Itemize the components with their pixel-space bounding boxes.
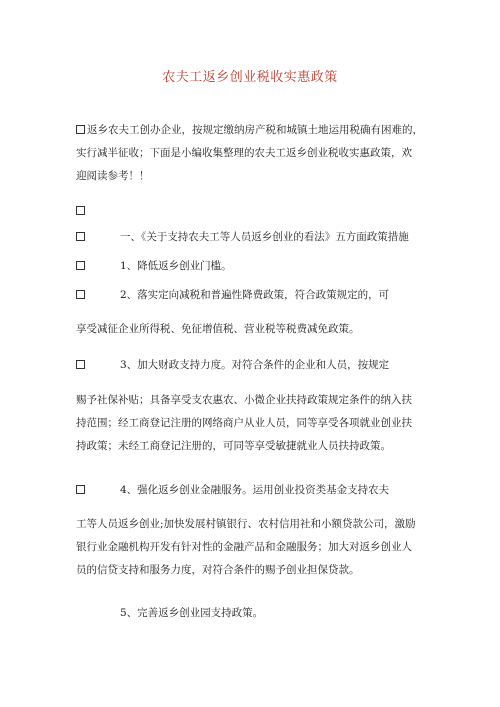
continuation-line: 员的信贷支持和服务力度，对符合条件的赐予创业担保贷款。 <box>76 564 360 576</box>
item-5-text: 5、完善返乡创业园支持政策。 <box>120 607 264 619</box>
empty-bullet-row <box>76 203 434 219</box>
item-1-row <box>76 258 434 274</box>
continuation-line: 享受减征企业所得税、免征增值税、营业税等税费减免政策。 <box>76 323 360 335</box>
intro-line: 迎阅读参考！！ <box>76 170 150 182</box>
continuation-line: 银行业金融机构开发有针对性的金融产品和金融服务；加大对返乡创业人 <box>76 541 412 553</box>
continuation-line: 赐予社保补贴；具备享受支农惠农、小微企业扶持政策规定条件的纳入扶 <box>76 394 412 406</box>
item-3-continuation <box>76 389 434 458</box>
intro-line: 返乡农夫工创办企业，按规定缴纳房产税和城镇土地运用税确有困难的， <box>76 119 434 142</box>
item-2-row <box>76 287 434 303</box>
item-1-text: 1、降低返乡创业门槛。 <box>120 260 232 272</box>
page-title: 农夫工返乡创业税收实惠政策 <box>162 70 338 85</box>
checkbox-glyph-icon <box>76 125 85 134</box>
item-3-row <box>76 357 434 373</box>
item-heading-text: 一、《关于支持农夫工等人员返乡创业的看法》五方面政策措施 <box>120 231 409 243</box>
item-2-text: 2、落实定向减税和普遍性降费政策，符合政策规定的，可 <box>120 289 390 301</box>
intro-line: 实行减半征收；下面是小编收集整理的农夫工返乡创业税收实惠政策，欢 <box>76 147 412 159</box>
checkbox-glyph-icon <box>76 290 85 299</box>
intro-paragraph <box>76 119 434 188</box>
checkbox-glyph-icon <box>76 206 85 215</box>
continuation-line: 工等人员返乡创业;加快发展村镇银行、农村信用社和小额贷款公司，激励 <box>76 518 416 530</box>
checkbox-glyph-icon <box>76 232 85 241</box>
item-4-text: 4、强化返乡创业金融服务。运用创业投资类基金支持农夫 <box>120 484 390 496</box>
item-2-continuation <box>76 318 434 341</box>
continuation-line: 持范围；经工商登记注册的网络商户从业人员，同等享受各项就业创业扶 <box>76 417 412 429</box>
checkbox-glyph-icon <box>76 261 85 270</box>
item-4-continuation <box>76 513 434 582</box>
checkbox-glyph-icon <box>76 360 85 369</box>
checkbox-glyph-icon <box>76 485 85 494</box>
continuation-line: 持政策；未经工商登记注册的，可同等享受敏捷就业人员扶持政策。 <box>76 440 391 452</box>
item-heading-row <box>76 229 434 245</box>
item-3-text: 3、加大财政支持力度。对符合条件的企业和人员，按规定 <box>120 359 390 371</box>
item-4-row <box>76 482 434 498</box>
